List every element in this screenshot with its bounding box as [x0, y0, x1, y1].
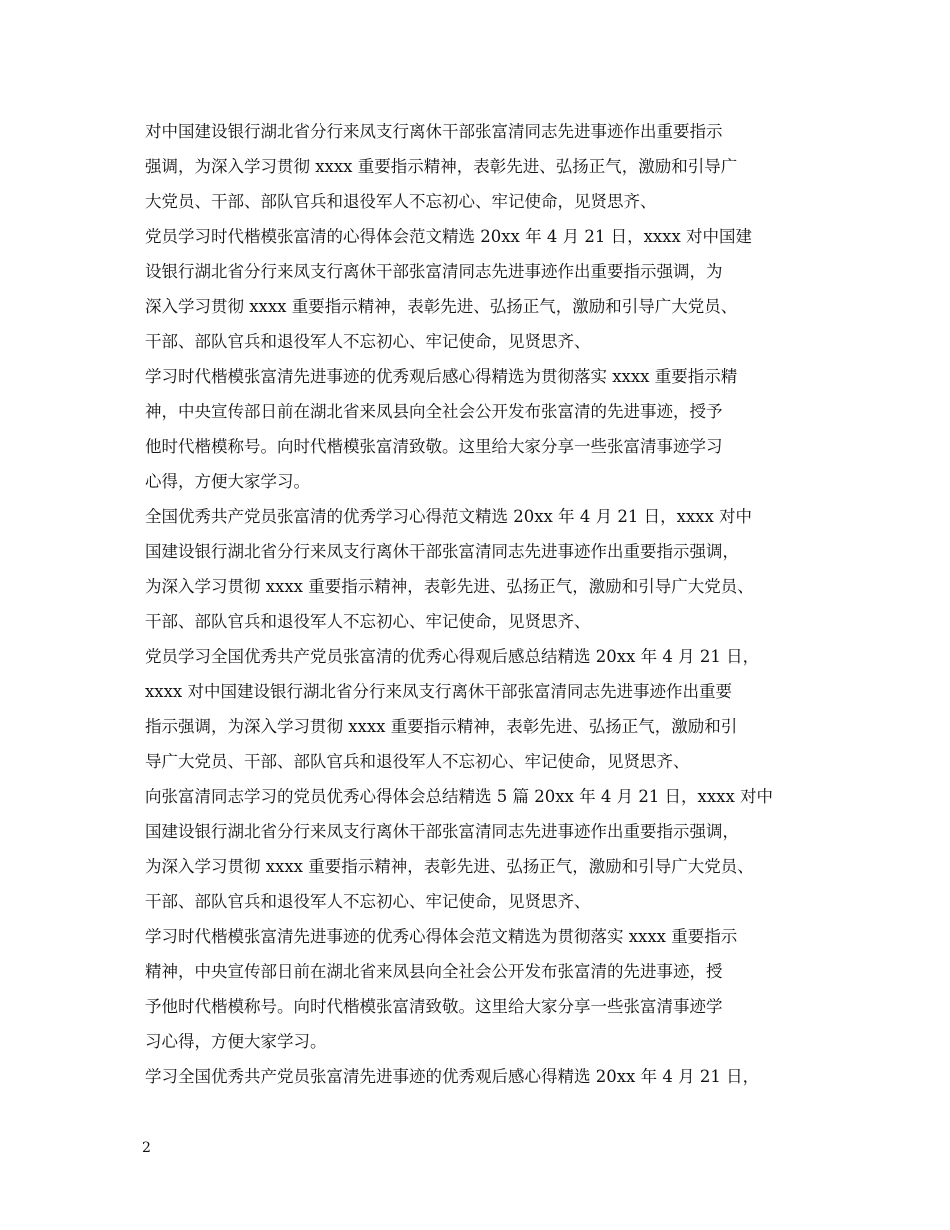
page-number: 2	[142, 1140, 151, 1156]
document-body	[145, 114, 825, 1094]
paragraph-1: 对中国建设银行湖北省分行来凤支行离休干部张富清同志先进事迹作出重要指示 强调，为深入学习贯彻 xxxx 重要指示精神，表彰先进、弘扬正气，激励和引导广 大党员、干部、部队官兵和退役军人不忘初心、牢记使命，见贤思齐、	[145, 122, 738, 211]
paragraph-3: 学习时代楷模张富清先进事迹的优秀观后感心得精选为贯彻落实 xxxx 重要指示精 神，中央宣传部日前在湖北省来凤县向全社会公开发布张富清的先进事迹，授予 他时代楷模称号。向时代楷模张富清致敬。这里给大家分享一些张富清事迹学习 心得，方便大家学习。	[145, 367, 738, 491]
paragraph-6: 向张富清同志学习的党员优秀心得体会总结精选 5 篇 20xx 年 4 月 21 日，xxxx 对中 国建设银行湖北省分行来凤支行离休干部张富清同志先进事迹作出重要指示强调， 为深入学习贯彻 xxxx 重要指示精神，表彰先进、弘扬正气，激励和引导广大党员、 干部、部队官兵和退役军人不忘初心、牢记使命，见贤思齐、	[145, 787, 774, 911]
paragraph-2: 党员学习时代楷模张富清的心得体会范文精选 20xx 年 4 月 21 日，xxxx 对中国建 设银行湖北省分行来凤支行离休干部张富清同志先进事迹作出重要指示强调，为 深入学习贯彻 xxxx 重要指示精神，表彰先进、弘扬正气，激励和引导广大党员、 干部、部队官兵和退役军人不忘初心、牢记使命，见贤思齐、	[145, 227, 753, 351]
paragraph-5: 党员学习全国优秀共产党员张富清的优秀心得观后感总结精选 20xx 年 4 月 21 日， xxxx 对中国建设银行湖北省分行来凤支行离休干部张富清同志先进事迹作出重要 指示强调，为深入学习贯彻 xxxx 重要指示精神，表彰先进、弘扬正气，激励和引 导广大党员、干部、部队官兵和退役军人不忘初心、牢记使命，见贤思齐、	[145, 647, 760, 771]
paragraph-8: 学习全国优秀共产党员张富清先进事迹的优秀观后感心得精选 20xx 年 4 月 21 日，	[145, 1067, 760, 1086]
paragraph-4: 全国优秀共产党员张富清的优秀学习心得范文精选 20xx 年 4 月 21 日，xxxx 对中 国建设银行湖北省分行来凤支行离休干部张富清同志先进事迹作出重要指示强调， 为深入学习贯彻 xxxx 重要指示精神，表彰先进、弘扬正气，激励和引导广大党员、 干部、部队官兵和退役军人不忘初心、牢记使命，见贤思齐、	[145, 507, 754, 631]
paragraph-7: 学习时代楷模张富清先进事迹的优秀心得体会范文精选为贯彻落实 xxxx 重要指示 精神，中央宣传部日前在湖北省来凤县向全社会公开发布张富清的先进事迹，授 予他时代楷模称号。向时代楷模张富清致敬。这里给大家分享一些张富清事迹学 习心得，方便大家学习。	[145, 927, 738, 1051]
